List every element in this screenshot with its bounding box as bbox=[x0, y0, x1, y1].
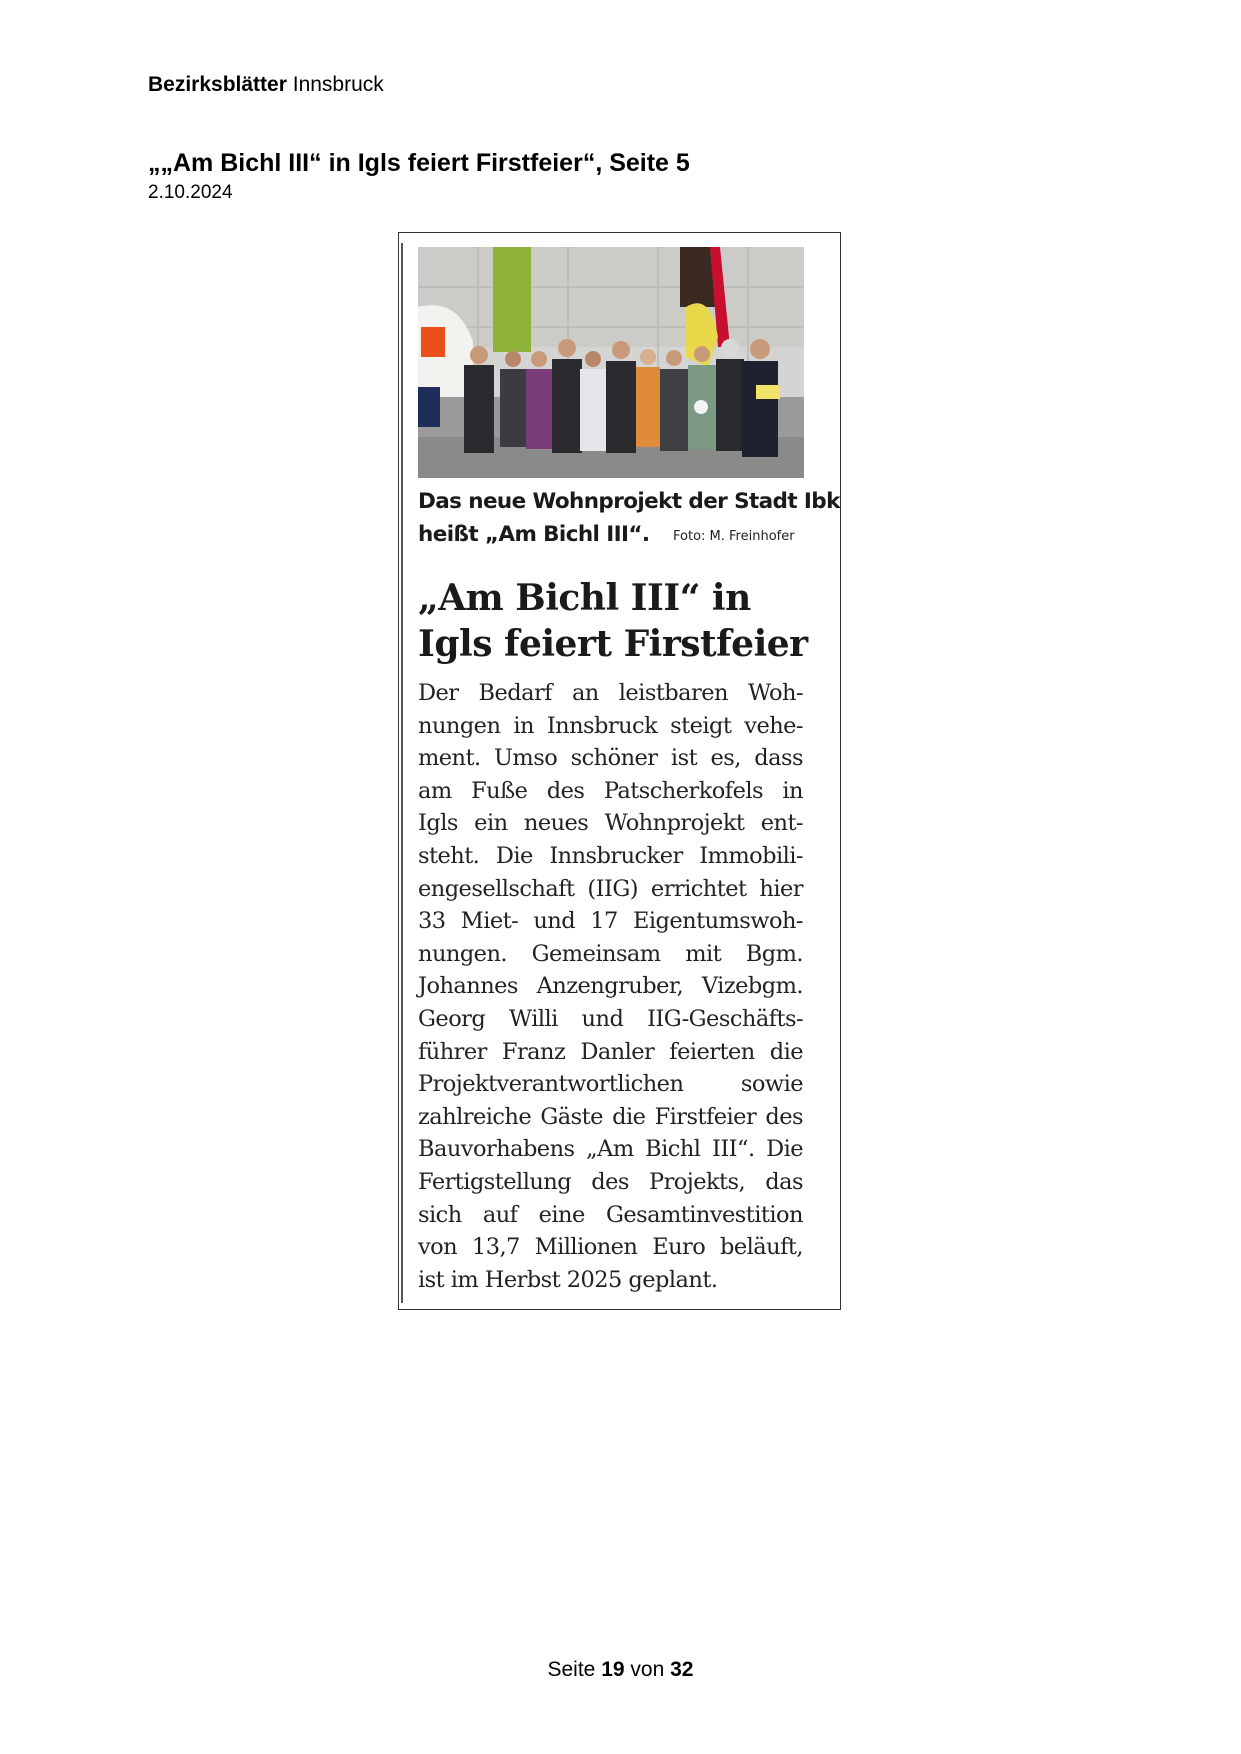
body-line: von 13,7 Millionen Euro beläuft, bbox=[418, 1234, 803, 1261]
body-line: Fertigstellung des Projekts, das bbox=[418, 1168, 803, 1195]
page-number bbox=[0, 1658, 1241, 1682]
publication-region: Innsbruck bbox=[292, 73, 384, 96]
headline-line: „Am Bichl III“ in bbox=[418, 577, 751, 619]
article-photo bbox=[418, 247, 804, 478]
body-line: führer Franz Danler feierten die bbox=[418, 1038, 803, 1065]
document-date: 2.10.2024 bbox=[148, 182, 233, 203]
newspaper-clipping bbox=[398, 232, 841, 1310]
headline-line: Igls feiert Firstfeier bbox=[418, 623, 808, 665]
publication-header bbox=[148, 73, 384, 97]
body-line: ment. Umso schöner ist es, dass bbox=[418, 745, 803, 772]
body-line: Bauvorhabens „Am Bichl III“. Die bbox=[418, 1136, 803, 1163]
article-headline bbox=[418, 575, 818, 667]
body-line: nungen in Innsbruck steigt vehe- bbox=[418, 712, 803, 739]
body-line: nungen. Gemeinsam mit Bgm. bbox=[418, 940, 803, 967]
caption-line: Das neue Wohnprojekt der Stadt Ibk bbox=[418, 489, 840, 514]
body-line: Der Bedarf an leistbaren Woh- bbox=[418, 680, 803, 706]
article-body bbox=[418, 677, 803, 1296]
page-prefix: Seite bbox=[547, 1658, 596, 1681]
group-photo-illustration bbox=[418, 247, 804, 478]
body-line: zahlreiche Gäste die Firstfeier des bbox=[418, 1103, 803, 1130]
total-pages: 32 bbox=[670, 1658, 694, 1681]
body-line: am Fuße des Patscherkofels in bbox=[418, 777, 803, 804]
body-line: 33 Miet- und 17 Eigentumswoh- bbox=[418, 908, 803, 935]
body-line: Projektverantwortlichen sowie bbox=[418, 1071, 803, 1098]
photo-credit: Foto: M. Freinhofer bbox=[673, 529, 795, 544]
body-line: ist im Herbst 2025 geplant. bbox=[418, 1266, 718, 1293]
page-of: von bbox=[630, 1658, 665, 1681]
current-page: 19 bbox=[601, 1658, 625, 1681]
body-line: Igls ein neues Wohnprojekt ent- bbox=[418, 810, 803, 837]
publication-name: Bezirksblätter bbox=[148, 73, 287, 96]
body-line: steht. Die Innsbrucker Immobili- bbox=[418, 842, 803, 869]
body-line: engesellschaft (IIG) errichtet hier bbox=[418, 875, 803, 902]
body-line: sich auf eine Gesamtinvestition bbox=[418, 1201, 803, 1228]
clipping-edge-line bbox=[401, 243, 403, 1303]
document-title: „„Am Bichl III“ in Igls feiert Firstfeier“, Seite 5 bbox=[148, 149, 690, 177]
caption-line: heißt „Am Bichl III“. bbox=[418, 522, 650, 547]
body-line: Georg Willi und IIG-Geschäfts- bbox=[418, 1005, 803, 1032]
body-line: Johannes Anzengruber, Vizebgm. bbox=[418, 973, 803, 1000]
